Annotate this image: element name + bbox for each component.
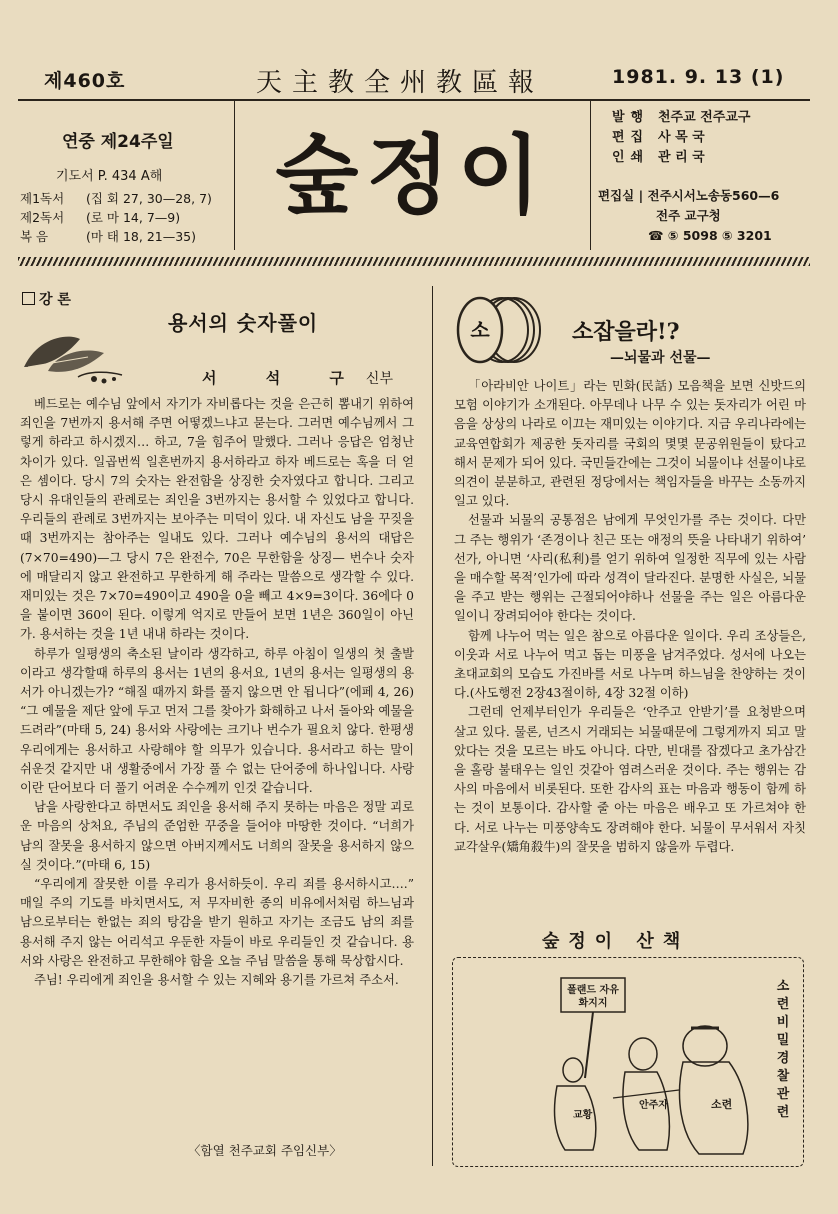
header-divider-left bbox=[234, 100, 235, 250]
author-title: 신부 bbox=[365, 371, 393, 387]
coin-label: 소 bbox=[470, 318, 490, 342]
office-phone: ☎ ⑤ 5098 ⑤ 3201 bbox=[648, 228, 772, 243]
reading-ref: (집 회 27, 30—28, 7) bbox=[86, 191, 212, 206]
reading-label: 제1독서 bbox=[20, 191, 65, 206]
kicker-text: 강 론 bbox=[39, 292, 71, 308]
paragraph: 남을 사랑한다고 하면서도 죄인을 용서해 주지 못하는 마음은 정말 괴로운 마음의 상처요, 주님의 준엄한 꾸중을 들어야 마땅한 것이다. “너희가 남의 잘못을 용서하지 않으면 아버지께서도 너희의 잘못을 용서하지 않으실 것이다.”(마태 6, 15) bbox=[20, 800, 414, 872]
paragraph: 주님! 우리에게 죄인을 용서할 수 있는 지혜와 용기를 가르쳐 주소서. bbox=[34, 973, 399, 988]
readings-list bbox=[20, 189, 212, 246]
paragraph: 하루가 일평생의 축소된 날이라 생각하고, 하루 아침이 일생의 첫 출발이라고 생각할때 하루의 용서는 1년의 용서요, 1년의 용서는 일평생의 용서가 아니겠는가? “해질 때까지 화를 풀지 않으면 안 됩니다”(에페 4, 26) “그 예물을 제단 앞에 두고 먼저 그를 찾아가 화해하고 나서 돌아와 예물을 드려라”(마태 5, 24) 용서와 사랑에는 크기나 번수가 필요치 않다. 한평생 우리에게는 용서하고 사랑해야 할 의무가 있습니다. 용서라고 하는 말이 쉬운것 같지만 내 생활중에서 가장 풀 수 없는 단어중에 하나입니다. 사랑이란 단어보다 더 풀기 어려운 수수께끼 인것 같습니다. bbox=[20, 646, 414, 796]
leaf-illustration-icon bbox=[18, 327, 128, 389]
political-cartoon bbox=[452, 957, 804, 1167]
reading-row bbox=[20, 208, 212, 227]
staff-role: 인쇄 bbox=[612, 150, 650, 165]
section-kicker bbox=[22, 289, 71, 309]
paragraph: 그런데 언제부터인가 우리들은 ‘안주고 안받기’를 요청받으며 살고 있다. 물론, 넌즈시 거래되는 뇌물때문에 그렇게까지 되고 말았다는 것을 모르는 바도 아니다. 다만, 빈대를 잡겠다고 초가삼간을 홀랑 불태우는 일인 것같아 염려스러운 것이다. 주는 행위는 감사의 마음에서 비롯된다. 또한 감사의 표는 마음과 행동이 함께 하는 것이 보통이다. 감사할 줄 아는 마음은 배우고 또 가르쳐야 한다. 서로 나누는 미풍양속도 장려해야 한다. 뇌물이 무서워서 자칫 교각살우(矯角殺牛)의 잘못을 범하지 않을까 두렵다. bbox=[454, 705, 806, 854]
cartoon-label-bear: 소련 bbox=[711, 1098, 733, 1111]
office-name: 전주 교구청 bbox=[656, 208, 721, 223]
column-article bbox=[446, 285, 810, 1175]
staff-row bbox=[598, 108, 810, 128]
column-subtitle: —뇌물과 선물— bbox=[610, 350, 711, 366]
staff-role: 발행 bbox=[612, 110, 650, 125]
prayer-book-ref: 기도서 P. 434 A해 bbox=[56, 169, 163, 184]
publisher-box bbox=[598, 108, 810, 243]
hatched-divider bbox=[18, 257, 810, 266]
issue-number: 제460호 bbox=[44, 70, 126, 92]
staff-role: 편집 bbox=[612, 130, 650, 145]
reading-label: 복 음 bbox=[20, 229, 49, 244]
header-divider-right bbox=[590, 100, 591, 250]
paragraph: 선물과 뇌물의 공통점은 남에게 무엇인가를 주는 것이다. 다만 그 주는 행위가 ‘존경이나 친근 또는 애정의 뜻을 나타내기 위하여’ 선가, 아니면 ‘사리(私利)를 얻기 위하여 일정한 직무에 있는 사람을 매수할 목적’인가에 따라 성격이 달라진다. 분명한 사실은, 뇌물을 주고 받는 행위는 근절되어야하나 선물을 주는 일은 아름다운 일이니 장려되어야 한다는 것이다. bbox=[454, 513, 806, 624]
cartoon-label-middle: 안주자 bbox=[639, 1100, 668, 1111]
publication-date: 1981. 9. 13 (1) bbox=[612, 66, 785, 88]
author-name: 서 석 구 bbox=[202, 369, 366, 387]
column-divider bbox=[432, 286, 433, 1166]
header-line bbox=[0, 62, 838, 96]
cartoon-drawing bbox=[453, 958, 803, 1166]
office-address: 편집실 | 전주시서노송동560—6 bbox=[598, 188, 780, 203]
paragraph: 「아라비안 나이트」라는 민화(民話) 모음책을 보면 신밧드의 모험 이야기가 소개된다. 아무데나 나무 수 있는 돗자리가 어린 마음을 상상의 나라로 이끄는 재미있는 이야기다. 지금 우리나라에는 교육연합회가 제공한 돗자리를 국회의 몇몇 문공위원들이 탔다고 해서 문제가 되어 있다. 국민들간에는 그것이 뇌물이냐 선물이냐로 의견이 분분하고, 관련된 정당에서는 책임자들을 바꾸는 소동까지 일고 있다. bbox=[454, 379, 806, 509]
column-body bbox=[454, 377, 806, 857]
cartoon-label-pope: 교황 bbox=[573, 1110, 593, 1121]
cartoon-section-title: 숲정이 산책 bbox=[542, 931, 690, 952]
liturgy-box bbox=[18, 105, 232, 255]
column-title: 소잡을라!? bbox=[572, 319, 680, 345]
paragraph: 베드로는 예수님 앞에서 자기가 자비롭다는 것을 은근히 뽐내기 위하여 죄인을 7번까지 용서해 주면 어떻겠느냐고 묻는다. 그러면 예수님께서 그렇게 하라고 하시겠지… 하고, 7을 힘주어 말했다. 그러나 응답은 엄청난 차이가 있다. 일곱번씩 일흔번까지 용서하라고 하자 베드로는 혹을 더 얻은 셈이다. 당시 7의 숫자는 완전함을 상징한 숫자였다고 합니다. 그리고 당시 유대인들의 관례로는 죄인을 3번까지는 용서할 수 있었다고 합니다. 우리들의 관례로 3번까지는 보아주는 미덕이 있다. 내 자신도 남을 꾸짖을때 3번까지는 참아주는 일내도 있다. 그러나 예수님의 용서의 대답은(7×70=490)—그 당시 7은 완전수, 70은 무한함을 상징— 번수나 숫자에 매달리지 않고 완전하고 무한하게 해 주라는 말씀으로 생각할 수 있다. 재미있는 것은 7×70=490이고 490을 0을 빼고 4×9=3이다. 36에다 0을 붙이면 360이 된다. 이렇게 억지로 만들어 보면 1년은 360일이 아닌가. 용서하는 것을 1년 내내 하라는 것이다. bbox=[20, 397, 414, 642]
reading-ref: (마 태 18, 21—35) bbox=[86, 229, 197, 244]
paragraph: “우리에게 잘못한 이를 우리가 용서하듯이. 우리 죄를 용서하시고….” 매일 주의 기도를 바치면서도, 저 무자비한 종의 비유에서처럼 하느님과 남으로부터는 한없는 죄의 탕감을 받기 원하고 자기는 조금도 남의 죄를 용서해 주지 않는 어리석고 우둔한 자들이 바로 우리들인 것 같습니다. 용서와 사랑은 완전하고 무한해야 함을 오늘 주님 말씀을 통해 묵상합시다. bbox=[20, 877, 414, 968]
staff-name: 사 목 국 bbox=[658, 130, 705, 145]
header-rule bbox=[18, 99, 810, 101]
newspaper-title bbox=[236, 106, 588, 246]
editorial-office bbox=[598, 186, 810, 246]
reading-row bbox=[20, 227, 212, 246]
diocese-name: 天主教全州教區報 bbox=[256, 68, 545, 98]
reading-ref: (로 마 14, 7—9) bbox=[86, 210, 181, 225]
homily-article bbox=[18, 285, 418, 1175]
newspaper-title-text: 숲정이 bbox=[275, 126, 549, 226]
liturgical-week: 연중 제24주일 bbox=[62, 132, 174, 152]
author-byline bbox=[202, 367, 393, 388]
staff-row bbox=[598, 128, 810, 148]
cartoon-caption: 소련 비밀경찰 관련 bbox=[776, 979, 790, 1120]
coin-illustration-icon bbox=[452, 293, 544, 367]
author-signature: 〈함열 천주교회 주임신부〉 bbox=[188, 1143, 342, 1158]
article-body bbox=[20, 395, 414, 990]
reading-label: 제2독서 bbox=[20, 210, 65, 225]
checkbox-square-icon bbox=[22, 292, 35, 305]
reading-row bbox=[20, 189, 212, 208]
paragraph: 함께 나누어 먹는 일은 참으로 아름다운 일이다. 우리 조상들은, 이웃과 서로 나누어 먹고 돕는 미풍을 남겨주었다. 성서에 나오는 초대교회의 모습도 가진바를 서로 나누며 하느님을 찬양하는 것이다.(사도행전 2장43절이하, 4장 32절 이하) bbox=[454, 628, 806, 701]
cartoon-sign-text: 폴랜드 자유화지지 bbox=[567, 985, 619, 1009]
article-title: 용서의 숫자풀이 bbox=[168, 311, 319, 335]
staff-row bbox=[598, 148, 810, 168]
staff-name: 관 리 국 bbox=[658, 150, 705, 165]
staff-name: 천주교 전주교구 bbox=[658, 110, 751, 125]
